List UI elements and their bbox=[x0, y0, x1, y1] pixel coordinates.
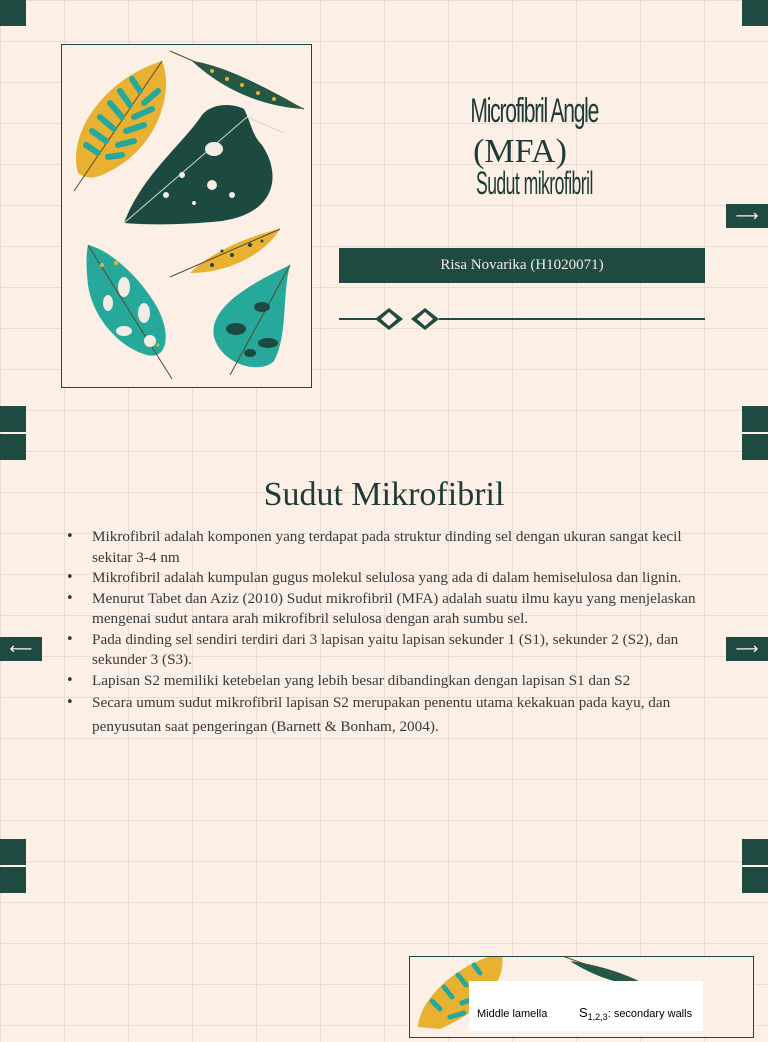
leaf-yellow-icon bbox=[74, 61, 166, 191]
edge-tab-left-1b bbox=[0, 434, 26, 460]
label-middle-lamella: Middle lamella bbox=[477, 1008, 548, 1020]
section-heading: Sudut Mikrofibril bbox=[263, 476, 505, 513]
diamond-icon bbox=[411, 308, 439, 330]
corner-tab-top-left bbox=[0, 0, 26, 26]
edge-tab-right-1a bbox=[742, 406, 768, 432]
label-secondary-walls: $S_{1,2,3}$: secondary walls bbox=[579, 1005, 693, 1023]
author-banner: Risa Novarika (H1020071) bbox=[339, 248, 705, 283]
diamond-icon bbox=[375, 308, 403, 330]
list-item: • Mikrofibril adalah komponen yang terdapat pada struktur dinding sel dengan ukuran sangat kecil sekitar 3-4 nm bbox=[66, 527, 706, 568]
title-line-1: Microfibril Angle bbox=[470, 92, 599, 130]
corner-tab-top-right bbox=[742, 0, 768, 26]
bullet-list bbox=[66, 527, 706, 739]
next-slide-arrow-top[interactable]: ⟶ bbox=[726, 204, 768, 228]
list-item: • Lapisan S2 memiliki ketebelan yang lebih besar dibandingkan dengan lapisan S1 dan S2 bbox=[66, 671, 706, 692]
title-line-2: (MFA) bbox=[473, 133, 567, 170]
slide-title bbox=[440, 92, 600, 202]
edge-tab-right-1b bbox=[742, 434, 768, 460]
list-item: • Secara umum sudut mikrofibril lapisan S2 merupakan penentu utama kekakuan pada kayu, dan penyusutan saat pengeringan (Barnett & Bonham, 2004). bbox=[66, 691, 706, 739]
edge-tab-left-2b bbox=[0, 867, 26, 893]
leaf-illustration bbox=[62, 45, 311, 387]
edge-tab-left-2a bbox=[0, 839, 26, 865]
leaf-yellow-small-icon bbox=[170, 229, 280, 277]
leaf-illustration-frame bbox=[61, 44, 312, 388]
prev-slide-arrow[interactable]: ⟵ bbox=[0, 637, 42, 661]
list-item: • Mikrofibril adalah kumpulan gugus molekul selulosa yang ada di dalam hemiselulosa dan lignin. bbox=[66, 568, 706, 589]
leaf-thin-icon bbox=[170, 51, 304, 109]
edge-tab-right-2b bbox=[742, 867, 768, 893]
list-item: • Pada dinding sel sendiri terdiri dari 3 lapisan yaitu lapisan sekunder 1 (S1), sekunder 2 (S2), dan sekunder 3 (S3). bbox=[66, 630, 706, 671]
leaf-teal-icon bbox=[87, 245, 173, 379]
next-slide-arrow-mid[interactable]: ⟶ bbox=[726, 637, 768, 661]
edge-tab-left-1a bbox=[0, 406, 26, 432]
title-line-3: Sudut mikrofibril bbox=[476, 165, 593, 201]
leaf-teal-spotted-icon bbox=[213, 265, 290, 375]
list-item: • Menurut Tabet dan Aziz (2010) Sudut mikrofibril (MFA) adalah suatu ilmu kayu yang menjelaskan mengenai sudut antara arah mikrofibril selulosa dengan arah sumbu sel. bbox=[66, 589, 706, 630]
decorative-divider bbox=[339, 306, 705, 332]
edge-tab-right-2a bbox=[742, 839, 768, 865]
